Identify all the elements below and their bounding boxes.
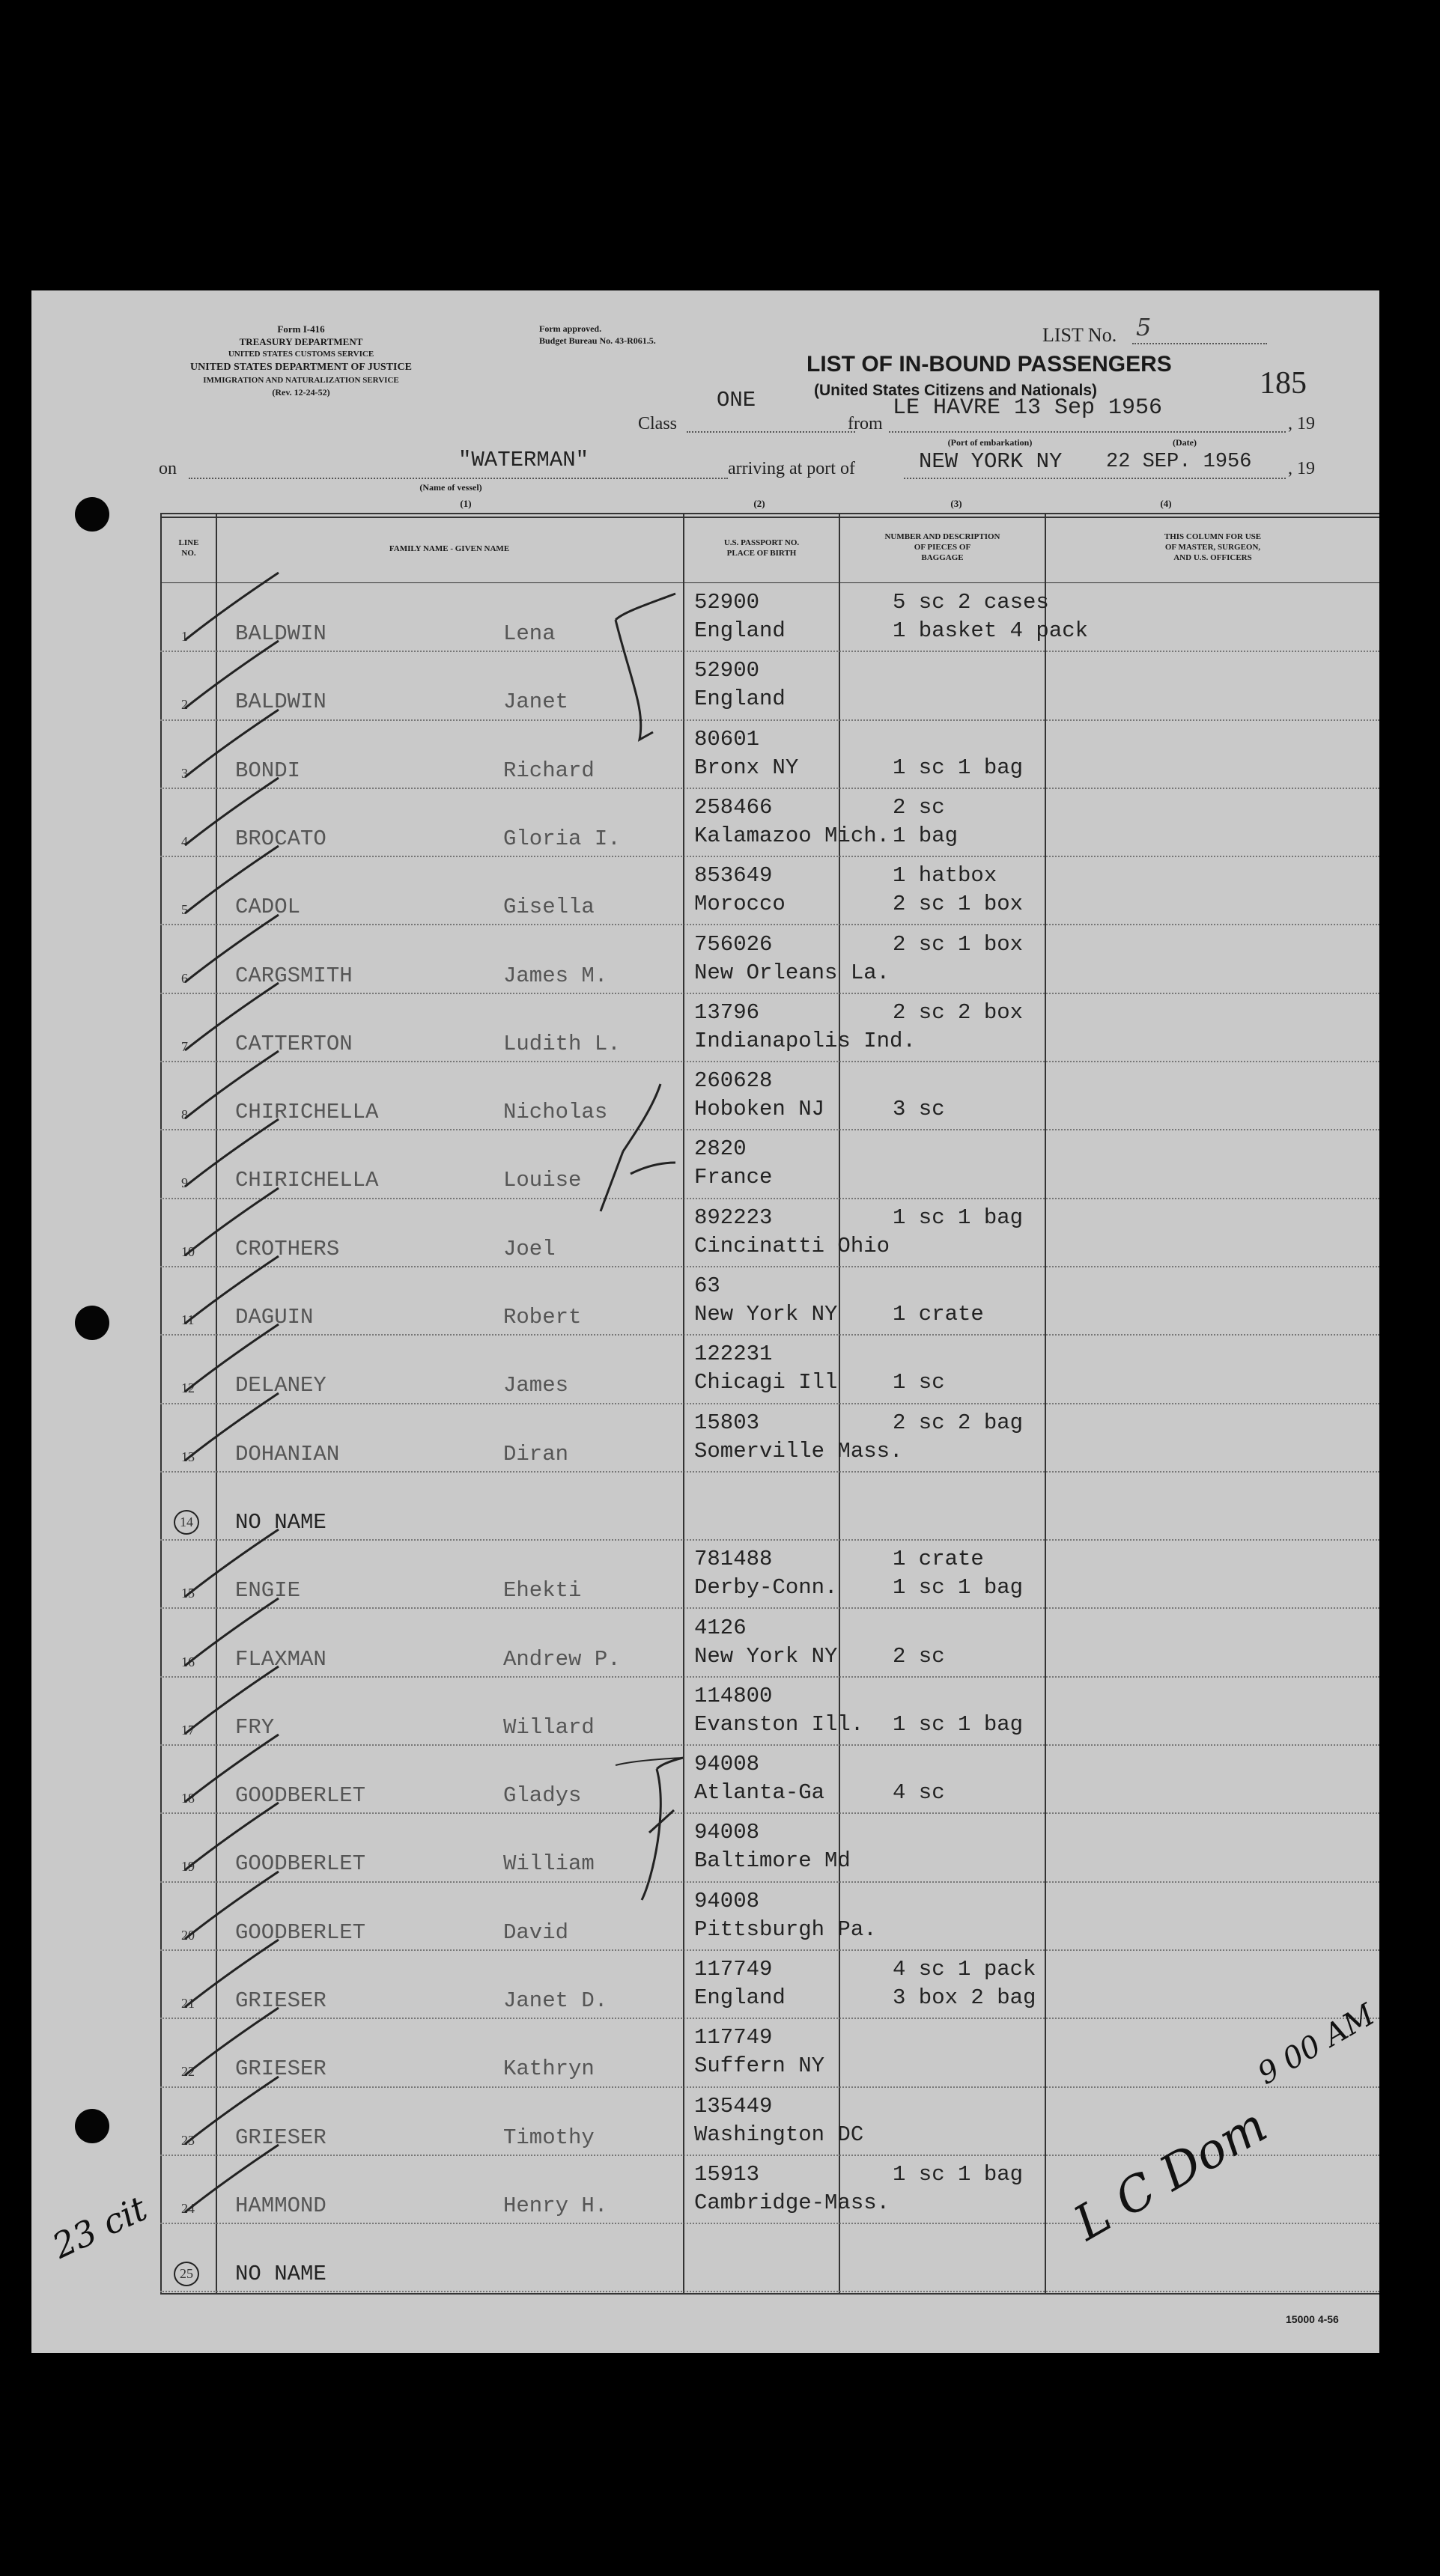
passport-number: 892223 [694, 1205, 773, 1230]
given-name: David [503, 1919, 569, 1945]
from-year-suffix: , 19 [1288, 414, 1315, 433]
baggage-line-2: 2 sc [893, 1643, 945, 1669]
place-of-birth: Derby-Conn. [694, 1575, 838, 1601]
passport-number: 4126 [694, 1615, 747, 1640]
form-subtitle: (United States Citizens and Nationals) [814, 382, 1098, 399]
passport-number: 781488 [694, 1547, 773, 1572]
line-number: 7 [181, 1038, 188, 1054]
arrival-date: 22 SEP. 1956 [1106, 451, 1252, 473]
family-name: CHIRICHELLA [235, 1100, 379, 1125]
baggage-line-2: 2 sc 1 box [893, 892, 1024, 917]
place-of-birth: New York NY [694, 1643, 838, 1669]
family-name: BONDI [235, 758, 301, 783]
place-of-birth: Bronx NY [694, 755, 799, 780]
passport-number: 117749 [694, 1957, 773, 1982]
given-name: James M. [503, 963, 608, 988]
form-title: LIST OF IN-BOUND PASSENGERS [806, 352, 1172, 377]
baggage-line-2: 1 sc 1 bag [893, 1575, 1024, 1601]
family-name: NO NAME [235, 1509, 326, 1535]
given-name: Henry H. [503, 2193, 608, 2218]
given-name: Lena [503, 621, 556, 646]
baggage-line-2: 1 bag [893, 823, 959, 848]
place-of-birth: Hoboken NJ [694, 1097, 825, 1122]
passport-number: 94008 [694, 1820, 760, 1845]
family-name: GRIESER [235, 2056, 326, 2082]
given-name: Joel [503, 1236, 556, 1261]
baggage-line-2: 4 sc [893, 1780, 945, 1806]
baggage-line-1: 1 sc 1 bag [893, 2161, 1024, 2187]
line-number: 15 [181, 1586, 195, 1601]
place-of-birth: Indianapolis Ind. [694, 1028, 916, 1053]
place-of-birth: Cambridge-Mass. [694, 2190, 890, 2215]
time-note: 9 00 AM [1251, 1997, 1381, 2092]
place-of-birth: Evanston Ill. [694, 1711, 864, 1737]
line-number: 2 [181, 697, 188, 713]
place-of-birth: New York NY [694, 1302, 838, 1327]
place-of-birth: England [694, 1985, 786, 2010]
customs-service: UNITED STATES CUSTOMS SERVICE [228, 350, 374, 359]
revision: (Rev. 12-24-52) [272, 387, 330, 398]
justice-dept: UNITED STATES DEPARTMENT OF JUSTICE [190, 362, 412, 373]
line-number: 9 [181, 1175, 188, 1191]
passport-number: 63 [694, 1273, 720, 1298]
given-name: Ehekti [503, 1578, 582, 1604]
line-number: 10 [181, 1243, 195, 1259]
vessel-caption: (Name of vessel) [419, 482, 482, 493]
line-number: 17 [181, 1722, 195, 1738]
line-number: 16 [181, 1654, 195, 1669]
passport-number: 853649 [694, 863, 773, 889]
class-value: ONE [717, 388, 756, 412]
line-number: 20 [181, 1927, 195, 1943]
passport-number: 2820 [694, 1136, 747, 1162]
line-number: 14 [174, 1510, 199, 1535]
family-name: GRIESER [235, 2125, 326, 2150]
family-name: DAGUIN [235, 1305, 314, 1330]
line-number: 13 [181, 1449, 195, 1464]
family-name: ENGIE [235, 1578, 301, 1604]
line-number: 18 [181, 1791, 195, 1806]
family-name: BROCATO [235, 826, 326, 851]
line-number: 21 [181, 1996, 195, 2011]
line-number: 12 [181, 1380, 195, 1396]
given-name: Kathryn [503, 2056, 595, 2082]
given-name: Andrew P. [503, 1646, 621, 1672]
line-number: 4 [181, 833, 188, 849]
budget-bureau: Budget Bureau No. 43-R061.5. [539, 335, 656, 346]
header-name: FAMILY NAME - GIVEN NAME [389, 544, 510, 553]
given-name: Janet D. [503, 1988, 608, 2013]
place-of-birth: Pittsburgh Pa. [694, 1916, 877, 1942]
page-number: 185 [1260, 366, 1307, 401]
line-number: 11 [181, 1312, 195, 1327]
line-number: 25 [174, 2262, 199, 2286]
family-name: DELANEY [235, 1373, 326, 1398]
line-number: 22 [181, 2064, 195, 2080]
header-passport: U.S. PASSPORT NO. PLACE OF BIRTH [723, 538, 800, 558]
passport-number: 756026 [694, 931, 773, 957]
punch-hole [75, 1306, 109, 1340]
passport-number: 15913 [694, 2161, 760, 2187]
col-num-3: (3) [950, 498, 962, 509]
header-baggage: NUMBER AND DESCRIPTION OF PIECES OF BAGGAGE [884, 532, 1000, 562]
given-name: Willard [503, 1714, 595, 1740]
given-name: Nicholas [503, 1100, 608, 1125]
given-name: Richard [503, 758, 595, 783]
passport-number: 258466 [694, 794, 773, 820]
passport-number: 52900 [694, 590, 760, 615]
place-of-birth: England [694, 686, 786, 712]
passport-number: 114800 [694, 1683, 773, 1708]
baggage-line-2: 3 sc [893, 1097, 945, 1122]
family-name: HAMMOND [235, 2193, 326, 2218]
family-name: GRIESER [235, 1988, 326, 2013]
place-of-birth: Kalamazoo Mich. [694, 823, 890, 848]
given-name: Diran [503, 1441, 569, 1467]
passport-number: 13796 [694, 999, 760, 1025]
line-number: 1 [181, 629, 188, 644]
line-number: 8 [181, 1107, 188, 1123]
baggage-line-2: 1 sc [893, 1370, 945, 1395]
punch-hole [75, 497, 109, 532]
baggage-line-1: 1 sc 1 bag [893, 1205, 1024, 1230]
family-name: GOODBERLET [235, 1919, 366, 1945]
col-num-1: (1) [460, 498, 472, 509]
line-number: 19 [181, 1859, 195, 1875]
arrival-port: NEW YORK NY [919, 449, 1063, 474]
embarkation-port: LE HAVRE 13 Sep 1956 [893, 395, 1163, 421]
given-name: James [503, 1373, 569, 1398]
family-name: CROTHERS [235, 1236, 340, 1261]
family-name: GOODBERLET [235, 1783, 366, 1809]
form-number: Form I-416 [277, 323, 325, 335]
place-of-birth: Washington DC [694, 2122, 864, 2147]
list-no-label: LIST No. [1042, 324, 1117, 346]
passport-number: 117749 [694, 2025, 773, 2050]
footer-code: 15000 4-56 [1286, 2313, 1339, 2325]
baggage-line-1: 1 crate [893, 1547, 984, 1572]
passport-number: 52900 [694, 658, 760, 683]
date-caption: (Date) [1173, 437, 1197, 448]
passport-number: 135449 [694, 2093, 773, 2119]
baggage-line-1: 4 sc 1 pack [893, 1957, 1036, 1982]
place-of-birth: Somerville Mass. [694, 1438, 903, 1464]
place-of-birth: France [694, 1165, 773, 1190]
baggage-line-1: 2 sc 1 box [893, 931, 1024, 957]
line-number: 23 [181, 2132, 195, 2148]
baggage-line-2: 1 sc 1 bag [893, 1711, 1024, 1737]
family-name: CHIRICHELLA [235, 1168, 379, 1193]
baggage-line-1: 1 hatbox [893, 863, 997, 889]
family-name: DOHANIAN [235, 1441, 340, 1467]
class-label: Class [638, 414, 678, 433]
family-name: CATTERTON [235, 1031, 353, 1056]
passport-number: 15803 [694, 1410, 760, 1435]
line-number: 5 [181, 902, 188, 918]
ins-service: IMMIGRATION AND NATURALIZATION SERVICE [203, 376, 399, 385]
family-name: BALDWIN [235, 621, 326, 646]
place-of-birth: Suffern NY [694, 2053, 825, 2079]
line-number: 6 [181, 970, 188, 986]
baggage-line-1: 2 sc [893, 794, 945, 820]
line-number: 24 [181, 2200, 195, 2216]
given-name: Timothy [503, 2125, 595, 2150]
given-name: Ludith L. [503, 1031, 621, 1056]
given-name: Gisella [503, 895, 595, 920]
form-approved: Form approved. [539, 323, 602, 334]
margin-note: 23 cit [46, 2187, 154, 2267]
baggage-line-1: 5 sc 2 cases [893, 590, 1049, 615]
given-name: William [503, 1851, 595, 1877]
baggage-line-2: 1 basket 4 pack [893, 618, 1089, 643]
place-of-birth: New Orleans La. [694, 960, 890, 985]
place-of-birth: Morocco [694, 892, 786, 917]
header-line-no: LINE NO. [178, 538, 199, 558]
officer-signature: L C Dom [1065, 2098, 1277, 2252]
family-name: GOODBERLET [235, 1851, 366, 1877]
place-of-birth: Cincinatti Ohio [694, 1233, 890, 1258]
line-number: 3 [181, 765, 188, 781]
passport-number: 260628 [694, 1068, 773, 1094]
family-name: CADOL [235, 895, 301, 920]
from-label: from [848, 414, 883, 433]
passport-number: 122231 [694, 1342, 773, 1367]
list-number: 5 [1136, 313, 1152, 341]
vessel-name: "WATERMAN" [458, 448, 589, 472]
manifest-sheet [31, 290, 1379, 2353]
port-caption: (Port of embarkation) [947, 437, 1033, 448]
place-of-birth: Baltimore Md [694, 1848, 851, 1874]
arrival-year-suffix: , 19 [1288, 459, 1315, 478]
punch-hole [75, 2109, 109, 2143]
baggage-line-1: 2 sc 2 bag [893, 1410, 1024, 1435]
place-of-birth: Chicagi Ill [694, 1370, 838, 1395]
family-name: CARGSMITH [235, 963, 353, 988]
baggage-line-1: 2 sc 2 box [893, 999, 1024, 1025]
baggage-line-2: 3 box 2 bag [893, 1985, 1036, 2010]
arriving-label: arriving at port of [728, 459, 855, 478]
place-of-birth: England [694, 618, 786, 643]
given-name: Gladys [503, 1783, 582, 1809]
passport-number: 94008 [694, 1752, 760, 1777]
treasury-dept: TREASURY DEPARTMENT [239, 336, 363, 347]
baggage-line-2: 1 crate [893, 1302, 984, 1327]
on-label: on [159, 459, 177, 478]
family-name: FLAXMAN [235, 1646, 326, 1672]
family-name: BALDWIN [235, 689, 326, 715]
handwritten-marks [31, 290, 1379, 2353]
header-officers: THIS COLUMN FOR USE OF MASTER, SURGEON, AND U.S. OFFICERS [1164, 532, 1262, 562]
given-name: Gloria I. [503, 826, 621, 851]
family-name: FRY [235, 1714, 275, 1740]
baggage-line-2: 1 sc 1 bag [893, 755, 1024, 780]
given-name: Louise [503, 1168, 582, 1193]
passport-number: 80601 [694, 726, 760, 752]
given-name: Janet [503, 689, 569, 715]
given-name: Robert [503, 1305, 582, 1330]
place-of-birth: Atlanta-Ga [694, 1780, 825, 1806]
family-name: NO NAME [235, 2262, 326, 2287]
col-num-4: (4) [1160, 498, 1172, 509]
col-num-2: (2) [753, 498, 765, 509]
passport-number: 94008 [694, 1888, 760, 1913]
